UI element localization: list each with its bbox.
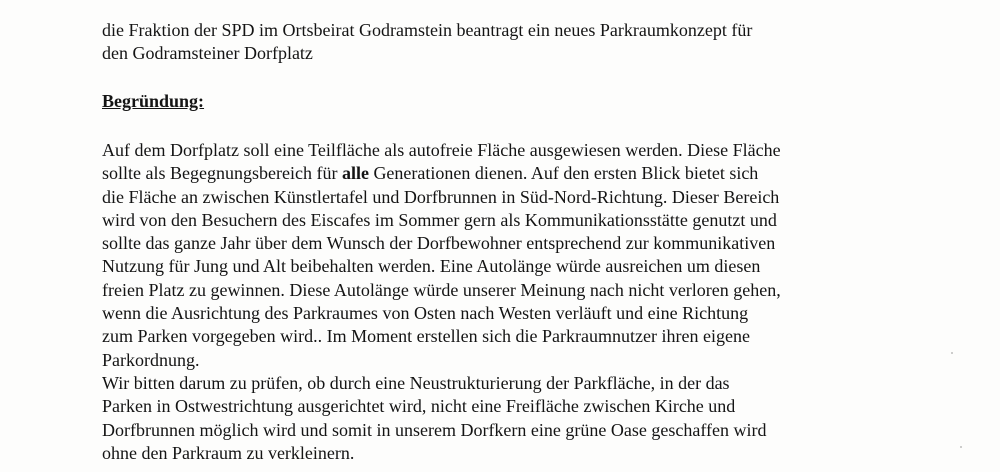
- body-line: wenn die Ausrichtung des Parkraumes von Osten nach Westen verläuft und eine Richtung: [102, 303, 749, 324]
- body-line: ohne den Parkraum zu verkleinern.: [102, 442, 355, 463]
- section-heading: Begründung:: [102, 91, 205, 111]
- body-line: Auf dem Dorfplatz soll eine Teilfläche als autofreie Fläche ausgewiesen werden. Diese Fläche: [102, 140, 781, 160]
- body-paragraph: [102, 139, 781, 465]
- intro-paragraph: [102, 19, 752, 66]
- intro-line: den Godramsteiner Dorfplatz: [102, 43, 313, 64]
- body-line: die Fläche an zwischen Künstlertafel und Dorfbrunnen in Süd-Nord-Richtung. Dieser Bereich: [102, 186, 780, 207]
- scan-speck: [960, 446, 962, 448]
- body-line: Parkordnung.: [102, 349, 200, 370]
- body-line: wird von den Besuchern des Eiscafes im Sommer gern als Kommunikationsstätte genutzt und: [102, 209, 777, 230]
- body-text: sollte als Begegnungsbereich für: [102, 163, 342, 184]
- body-line: Parken in Ostwestrichtung ausgerichtet wird, nicht eine Freifläche zwischen Kirche und: [102, 396, 736, 417]
- body-line: sollte das ganze Jahr über dem Wunsch der Dorfbewohner entsprechend zur kommunikativen: [102, 233, 776, 254]
- body-line: Nutzung für Jung und Alt beibehalten werden. Eine Autolänge würde ausreichen um diesen: [102, 256, 761, 277]
- scan-speck: [951, 352, 953, 354]
- body-line: Dorfbrunnen möglich wird und somit in unserem Dorfkern eine grüne Oase geschaffen wird: [102, 419, 767, 440]
- body-line: [102, 162, 781, 185]
- body-text: Generationen dienen. Auf den ersten Blick bietet sich: [368, 163, 759, 184]
- intro-line: die Fraktion der SPD im Ortsbeirat Godramstein beantragt ein neues Parkraumkonzept für: [102, 20, 753, 40]
- body-line: zum Parken vorgegeben wird.. Im Moment erstellen sich die Parkraumnutzer ihren eigene: [102, 326, 750, 347]
- body-line: freien Platz zu gewinnen. Diese Autolänge würde unserer Meinung nach nicht verloren gehen,: [102, 279, 781, 300]
- emphasis-text: alle: [341, 163, 369, 184]
- body-line: Wir bitten darum zu prüfen, ob durch eine Neustrukturierung der Parkfläche, in der das: [102, 372, 730, 393]
